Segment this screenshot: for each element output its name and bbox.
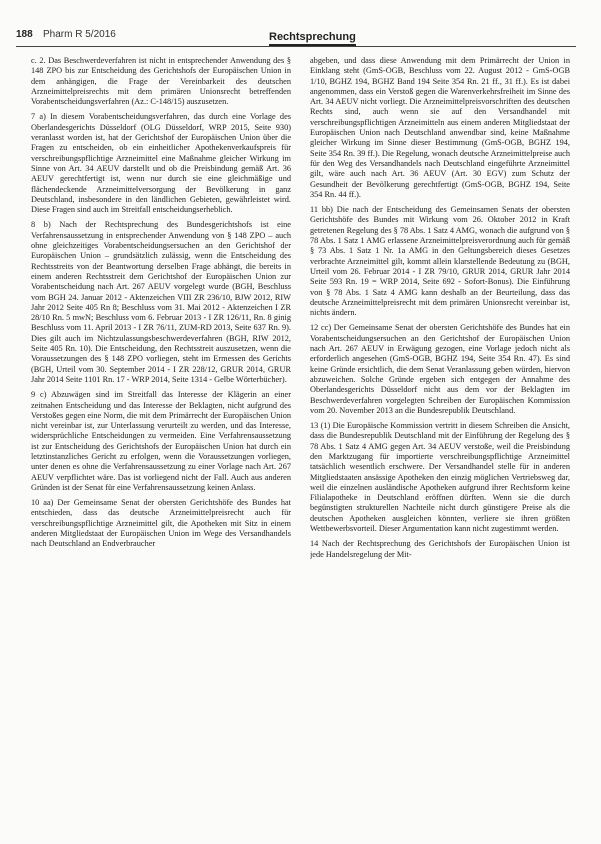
paragraph: 14 Nach der Rechtsprechung des Gerichtshofs der Europäischen Union ist jede Handelsregelung der Mit- — [310, 539, 570, 559]
paragraph: 9 c) Abzuwägen sind im Streitfall das Interesse der Klägerin an einer zeitnahen Entscheidung und das Interesse der Beklagten, nicht aufgrund des Verstoßes gegen eine Norm, die mit dem Primärrecht der Europäischen Union nicht vereinbar ist, zur Unterlassung verurteilt zu werden, und das Interesse, widersprüchliche Entscheidungen zu vermeiden. Eine Verfahrensaussetzung ist zur Entscheidung des Gerichtshofs der Europäischen Union hat durch ein letztinstanzliches Gericht zu erfolgen, wenn die Voraussetzungen vorliegen, unter denen es ohne die Verfahrensaussetzung zu einer Vorlage nach Art. 267 AEUV verpflichtet wäre. Das ist vorliegend nicht der Fall. Auch aus anderen Gründen ist der Senat für eine Verfahrensaussetzung keinen Anlass. — [31, 390, 291, 492]
paragraph: 13 (1) Die Europäische Kommission vertritt in diesem Schreiben die Ansicht, dass die Bundesrepublik Deutschland mit der Einführung der Regelung des § 78 Abs. 1 Satz 4 AMG gegen Art. 34 AEUV verstoße, weil die Preisbindung den Marktzugang für importierte verschreibungspflichtige Arzneimittel tatsächlich wesentlich erschwere. Der Versandhandel stelle für in anderen Mitgliedstaaten ansässige Apotheken den einzig möglichen Vertriebsweg dar, weil die einzelnen ausländische Apotheken aufgrund ihrer Rechtsform keine Filialapotheke in Deutschland eröffnen dürften. Wenn sie die durch begünstigten strukturellen Nachteile nicht durch günstigere Preise als die deutschen Apotheken ausgleichen könnten, verliere sie ihren größten Wettbewerbsvorteil. Dieser Argumentation kann nicht zugestimmt werden. — [310, 421, 570, 534]
paragraph: 11 bb) Die nach der Entscheidung des Gemeinsamen Senats der obersten Gerichtshöfe des Bundes mit Wirkung vom 26. Oktober 2012 in Kraft getretenen Regelung des § 78 Abs. 1 Satz 4 AMG, wonach die aufgrund von § 78 Abs. 1 Satz 1 AMG erlassene Arzneimittelpreisverordnung auch für gemäß § 73 Abs. 1 Satz 1 Nr. 1a AMG in den Geltungsbereich dieses Gesetzes verbrachte Arzneimittel gilt, kommt allein klarstellende Bedeutung zu (BGH, Urteil vom 26. Februar 2014 - I ZR 79/10, GRUR 2014, GRUR Jahr 2014 Seite 593 Rn. 19 = WRP 2014, Seite 692 - Sofort-Bonus). Die Einführung von § 78 Abs. 1 Satz 4 AMG kann deshalb an der Beurteilung, dass das deutsche Arzneimittelpreisrecht mit dem primären Unionsrecht vereinbar ist, nichts ändern. — [310, 205, 570, 318]
paragraph: c. 2. Das Beschwerdeverfahren ist nicht in entsprechender Anwendung des § 148 ZPO bis zur Entscheidung des Gerichtshofs der Europäischen Union in dem anhängigen, die Frage der Vereinbarkeit des deutschen Arzneimittelpreisrechts mit dem primären Unionsrecht betreffenden Vorabentscheidungsverfahren (Az.: C-148/15) auszusetzen. — [31, 56, 291, 107]
right-column — [310, 56, 570, 836]
paragraph: 12 cc) Der Gemeinsame Senat der obersten Gerichtshöfe des Bundes hat ein Vorabentscheidungsersuchen an den Gerichtshof der Europäischen Union nach Art. 267 AEUV in Erwägung gezogen, eine Vorlage jedoch nicht als erforderlich angesehen (GmS-OGB, BGHZ 194, Seite 354 Rn. 47). Es sind keine Gründe ersichtlich, die dem Senat Veranlassung geben würden, hiervon abzuweichen. Solche Gründe ergeben sich entgegen der Annahme des Oberlandesgerichts Düsseldorf nicht aus dem vor der Beklagten im Beschwerdeverfahren vorgelegten Schreiben der Europäischen Kommission vom 20. November 2013 an die Bundesrepublik Deutschland. — [310, 323, 570, 415]
journal-reference: Pharm R 5/2016 — [43, 29, 116, 40]
left-column — [31, 56, 291, 836]
paragraph: 8 b) Nach der Rechtsprechung des Bundesgerichtshofs ist eine Verfahrensaussetzung in entsprechender Anwendung von § 148 ZPO – auch ohne gleichzeitiges Vorabentscheidungsersuchen an den Gerichtshof der Europäischen Union – grundsätzlich zulässig, wenn die Entscheidung des Rechtsstreits von der Beantwortung derselben Frage abhängt, die bereits in einem anderen Rechtsstreit dem Gerichtshof der Europäischen Union zur Vorabentscheidung nach Art. 267 AEUV vorgelegt wurde (BGH, Beschluss vom BGH 24. Januar 2012 - Aktenzeichen VIII ZR 236/10, BJW 2012, RIW Jahr 2012 Seite 405 Rn 8; Beschluss vom 31. Mai 2012 - Aktenzeichen I ZR 28/10 Rn. 5 mwN; Beschluss vom 6. Februar 2013 - I ZR 126/11, Rn. 8 ginig Beschluss vom 11. April 2013 - I ZR 76/11, ZUM-RD 2013, Seite 637 Rn. 9). Dies gilt auch im Nichtzulassungsbeschwerdeverfahren (BGH, RIW 2012, Seite 405 Rn. 10). Die Entscheidung, den Rechtsstreit auszusetzen, wenn die Voraussetzungen des § 148 ZPO vorliegen, steht im Ermessen des Gerichts (BGH, Urteil vom 30. September 2014 - I ZR 228/12, GRUR 2014, GRUR Jahr 2014 Seite 1101 Rn. 17 - WRP 2014, Seite 1314 - Gelbe Wörterbücher). — [31, 220, 291, 384]
paragraph: abgeben, und dass diese Anwendung mit dem Primärrecht der Union in Einklang steht (GmS-OGB, Beschluss vom 22. August 2012 - GmS-OGB 1/10, BGHZ 194, BGHZ Band 194 Seite 354 Rn. 21 ff., 31 ff.). Es ist dabei angenommen, dass ein Verstoß gegen die Warenverkehrsfreiheit im Sinne des Art. 34 AEUV nicht vorliegt. Die Arzneimittelpreisvorschriften des deutschen Rechts sind, auch wenn sie auf den Versandhandel mit verschreibungspflichtigen Arzneimitteln aus einem anderen Mitgliedstaat der Europäischen Union nach Deutschland anwendbar sind, keine Maßnahme gleicher Wirkung im Sinne dieser Bestimmung (GmS-OGB, BGHZ 194, Seite 354 Rn. 39 ff.). Die Regelung, wonach deutsche Arzneimittelpreise auch für den Weg des Versandhandels nach Deutschland eingeführte Arzneimittel gilt, wäre auch nach Art. 36 AEUV (Art. 30 EGV) zum Schutz der Gesundheit der Bevölkerung gerechtfertigt (GmS-OGB, BGHZ 194, Seite 354 Rn. 44 ff.). — [310, 56, 570, 199]
section-title: Rechtsprechung — [269, 31, 356, 46]
page-header — [16, 28, 576, 47]
paragraph: 10 aa) Der Gemeinsame Senat der obersten Gerichtshöfe des Bundes hat entschieden, dass das deutsche Arzneimittelpreisrecht auch für verschreibungspflichtige Arzneimittel gilt, die Apotheken mit Sitz in einem anderen Mitgliedstaat der Europäischen Union im Wege des Versandhandels nach Deutschland an Endverbraucher — [31, 498, 291, 549]
page-number: 188 — [16, 29, 33, 40]
paragraph: 7 a) In diesem Vorabentscheidungsverfahren, das durch eine Vorlage des Oberlandesgerichts Düsseldorf (OLG Düsseldorf, WRP 2015, Seite 930) veranlasst worden ist, hat der Gerichtshof der Europäischen Union über die Fragen zu entscheiden, ob ein einheitlicher Apothekenverkaufspreis für verschreibungspflichtige Arzneimittel eine Maßnahme gleicher Wirkung im Sinne von Art. 34 AEUV darstellt und ob die Preisbindung gemäß Art. 36 AEUV gerechtfertigt ist, wenn nur durch sie eine gleichmäßige und flächendeckende Arzneimittelversorgung der Bevölkerung in ganz Deutschland, insbesondere in den ländlichen Gebieten, gewährleistet wird. Diese Fragen sind auch im Streitfall entscheidungserheblich. — [31, 112, 291, 215]
